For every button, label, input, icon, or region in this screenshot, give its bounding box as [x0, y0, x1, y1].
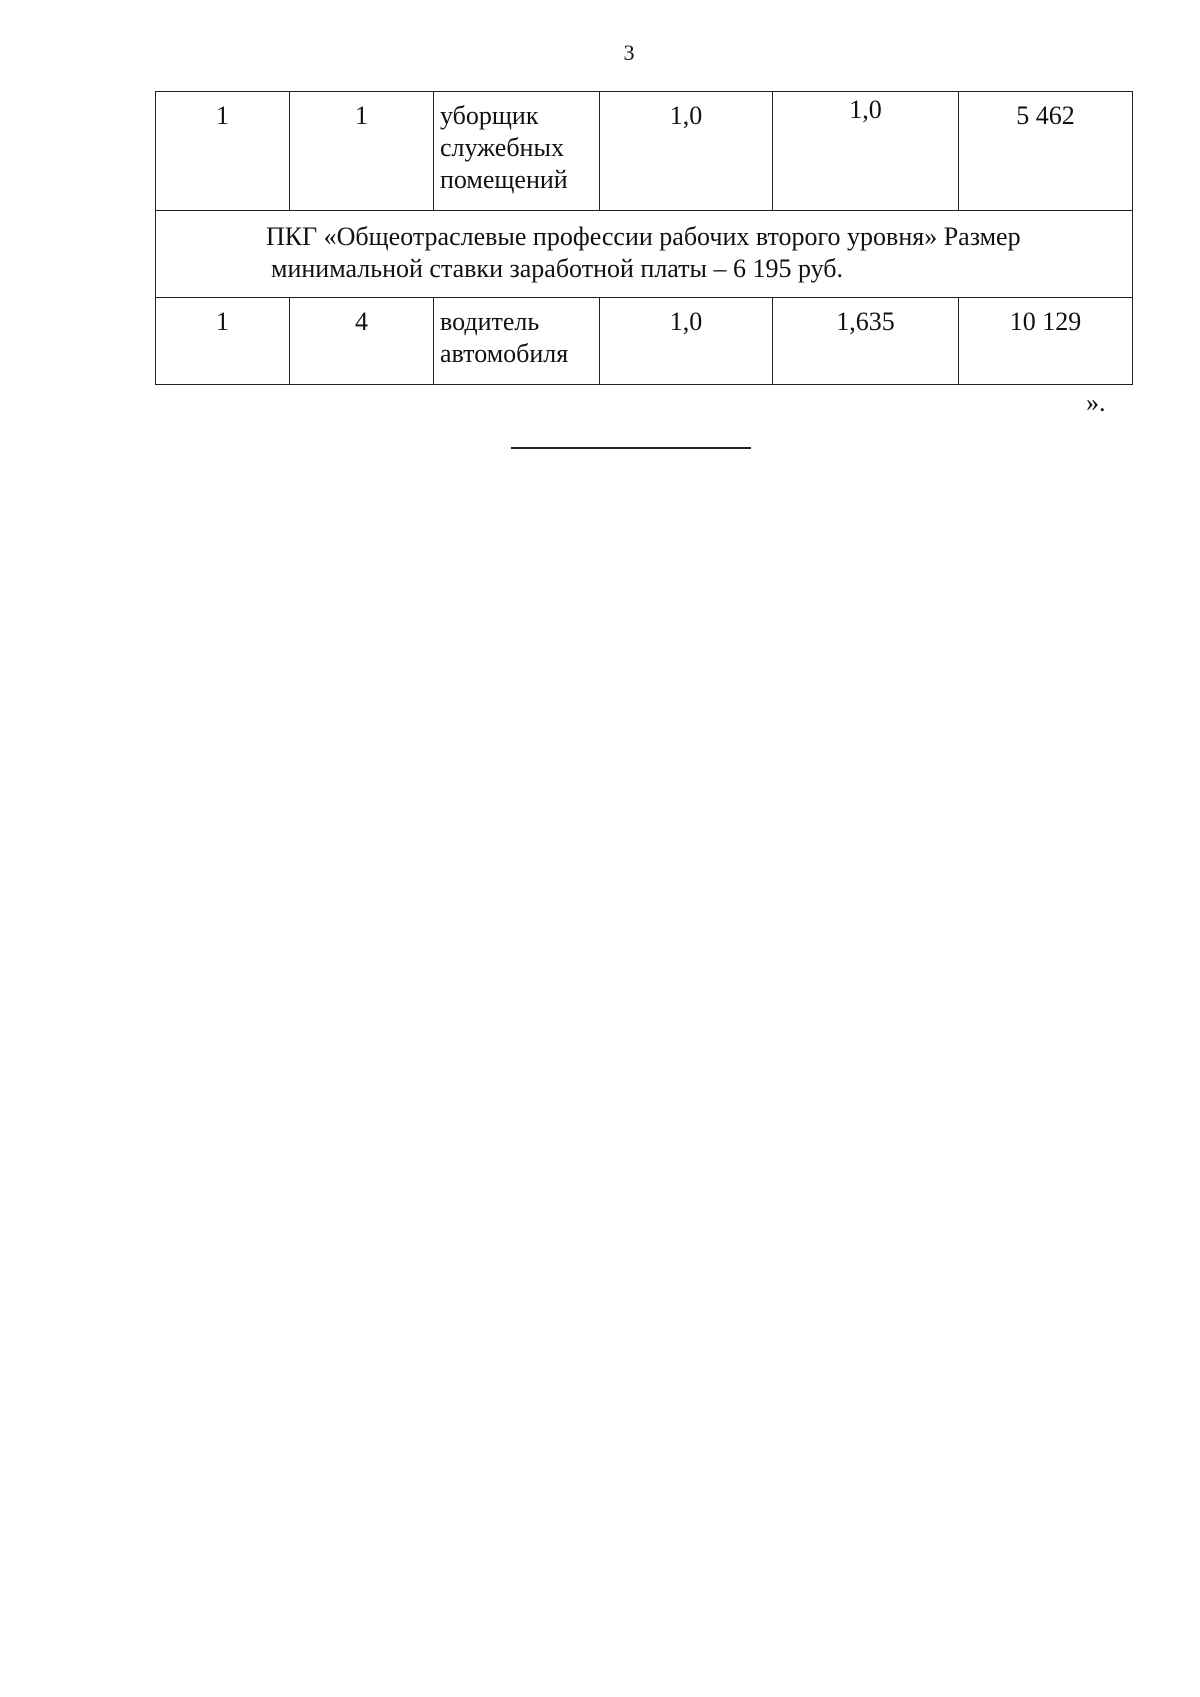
table-row: [156, 92, 1133, 211]
position-line: уборщик: [440, 101, 539, 130]
coefficient-cell: 1,0: [773, 92, 959, 211]
salary-cell: 10 129: [959, 298, 1133, 385]
position-line: автомобиля: [440, 339, 569, 368]
table-row: [156, 298, 1133, 385]
salary-cell: 5 462: [959, 92, 1133, 211]
position-line: помещений: [440, 165, 568, 194]
wage-table: [155, 91, 1133, 385]
group-row: [156, 211, 1133, 298]
coefficient-cell: 1,635: [773, 298, 959, 385]
group-heading-line: минимальной ставки заработной платы – 6 195 руб.: [271, 254, 844, 283]
rate-cell: 1,0: [600, 298, 773, 385]
group-heading-line: ПКГ «Общеотраслевые профессии рабочих второго уровня» Размер: [266, 222, 1021, 251]
position-cell: [434, 92, 600, 211]
page-number: 3: [623, 40, 635, 65]
position-line: водитель: [440, 307, 540, 336]
position-cell: [434, 298, 600, 385]
end-divider: [511, 447, 751, 449]
group-heading-cell: [156, 211, 1133, 298]
quality-cell: 4: [290, 298, 434, 385]
quality-cell: 1: [290, 92, 434, 211]
rate-cell: 1,0: [600, 92, 773, 211]
qual-level-cell: 1: [156, 92, 290, 211]
closing-quote: ».: [1086, 388, 1106, 417]
qual-level-cell: 1: [156, 298, 290, 385]
position-line: служебных: [440, 133, 564, 162]
